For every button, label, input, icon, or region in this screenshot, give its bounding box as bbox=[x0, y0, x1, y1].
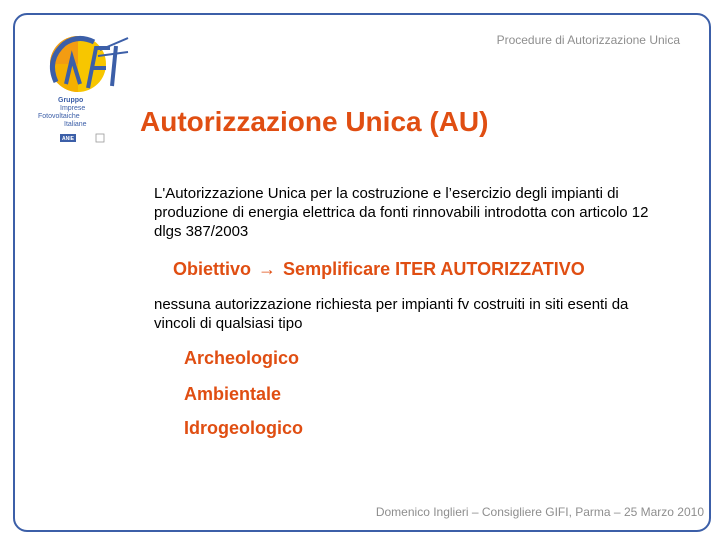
footer-text: Domenico Inglieri – Consigliere GIFI, Parma – 25 Marzo 2010 bbox=[375, 505, 704, 519]
objective-line bbox=[173, 259, 585, 280]
logo-line-1: Gruppo bbox=[58, 97, 84, 104]
arrow-right-icon: → bbox=[258, 259, 277, 279]
logo-line-4: Italiane bbox=[64, 121, 87, 128]
constraint-item-idrogeologico: Idrogeologico bbox=[184, 418, 303, 438]
objective-text: Semplificare ITER AUTORIZZATIVO bbox=[283, 259, 585, 279]
header-subtitle: Procedure di Autorizzazione Unica bbox=[496, 33, 680, 47]
anie-badge-text: ANIE bbox=[62, 136, 74, 142]
note-paragraph: nessuna autorizzazione richiesta per impianti fv costruiti in siti esenti da vincoli di qualsiasi tipo bbox=[154, 296, 629, 332]
constraint-item-archeologico: Archeologico bbox=[184, 348, 300, 368]
logo-line-2: Imprese bbox=[60, 105, 86, 112]
objective-label: Obiettivo bbox=[173, 259, 252, 279]
page-title: Autorizzazione Unica (AU) bbox=[140, 106, 489, 137]
logo-line-3: Fotovoltaiche bbox=[38, 113, 80, 120]
secondary-badge-icon bbox=[96, 134, 104, 142]
gifi-logo bbox=[36, 30, 132, 148]
intro-paragraph: L'Autorizzazione Unica per la costruzione e l’esercizio degli impianti di produzione di energia elettrica da fonti rinnovabili introdotta con articolo 12 dlgs 387/2003 bbox=[154, 185, 649, 240]
constraint-item-ambientale: Ambientale bbox=[184, 384, 282, 404]
